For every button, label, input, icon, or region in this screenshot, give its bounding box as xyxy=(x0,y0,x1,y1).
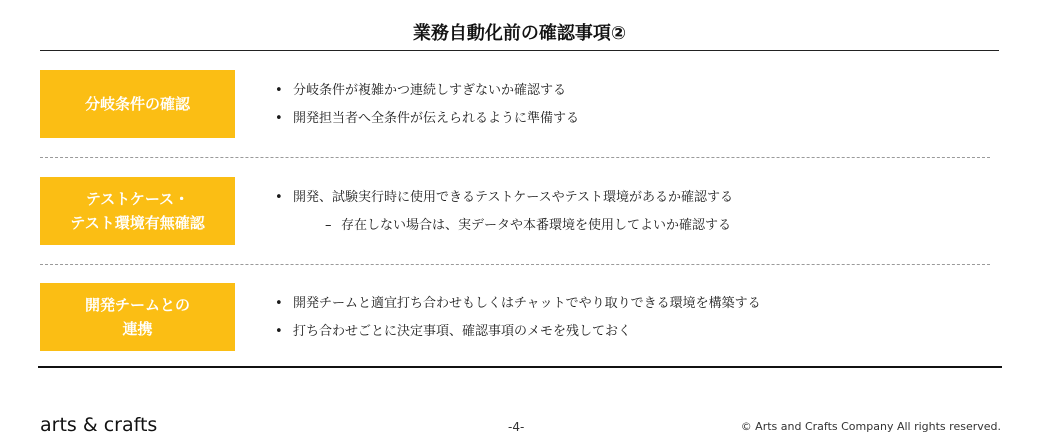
list-item xyxy=(275,105,579,133)
bullet-text: 打ち合わせごとに決定事項、確認事項のメモを残しておく xyxy=(293,324,632,339)
row-label-branch-conditions xyxy=(40,70,235,138)
bottom-divider xyxy=(38,366,1002,368)
sub-bullet-text: 存在しない場合は、実データや本番環境を使用してよいか確認する xyxy=(341,218,732,233)
row-divider xyxy=(40,264,990,265)
row-label-test-environment xyxy=(40,177,235,245)
row-label-line: 連携 xyxy=(122,320,153,338)
title-divider xyxy=(40,50,999,51)
row-bullets-test-environment xyxy=(275,184,733,240)
list-item xyxy=(275,318,761,346)
company-logo: arts & crafts xyxy=(40,414,158,436)
bullet-marker: • xyxy=(275,111,283,126)
bullet-marker: • xyxy=(275,324,283,339)
sub-list-item xyxy=(275,212,733,240)
copyright-notice: © Arts and Crafts Company All rights reserved. xyxy=(740,420,1001,433)
row-divider xyxy=(40,157,990,158)
row-label-line: テストケース・ xyxy=(85,190,190,208)
row-bullets-branch-conditions xyxy=(275,77,579,133)
bullet-text: 開発担当者へ全条件が伝えられるように準備する xyxy=(293,111,580,126)
row-bullets-dev-team xyxy=(275,290,761,346)
bullet-marker: • xyxy=(275,190,283,205)
list-item xyxy=(275,290,761,318)
row-label-line: 分岐条件の確認 xyxy=(84,95,190,113)
list-item xyxy=(275,184,733,212)
row-label-line: 開発チームとの xyxy=(84,296,190,314)
row-label-line: テスト環境有無確認 xyxy=(70,214,205,232)
list-item xyxy=(275,77,579,105)
page-title: 業務自動化前の確認事項② xyxy=(412,23,627,44)
row-label-dev-team xyxy=(40,283,235,351)
bullet-text: 開発チームと適宜打ち合わせもしくはチャットでやり取りできる環境を構築する xyxy=(293,296,761,311)
sub-bullet-marker: – xyxy=(325,218,332,233)
bullet-marker: • xyxy=(275,83,283,98)
bullet-text: 開発、試験実行時に使用できるテストケースやテスト環境があるか確認する xyxy=(293,190,734,205)
page-number: -4- xyxy=(508,420,525,434)
bullet-marker: • xyxy=(275,296,283,311)
bullet-text: 分岐条件が複雑かつ連続しすぎないか確認する xyxy=(293,83,567,98)
